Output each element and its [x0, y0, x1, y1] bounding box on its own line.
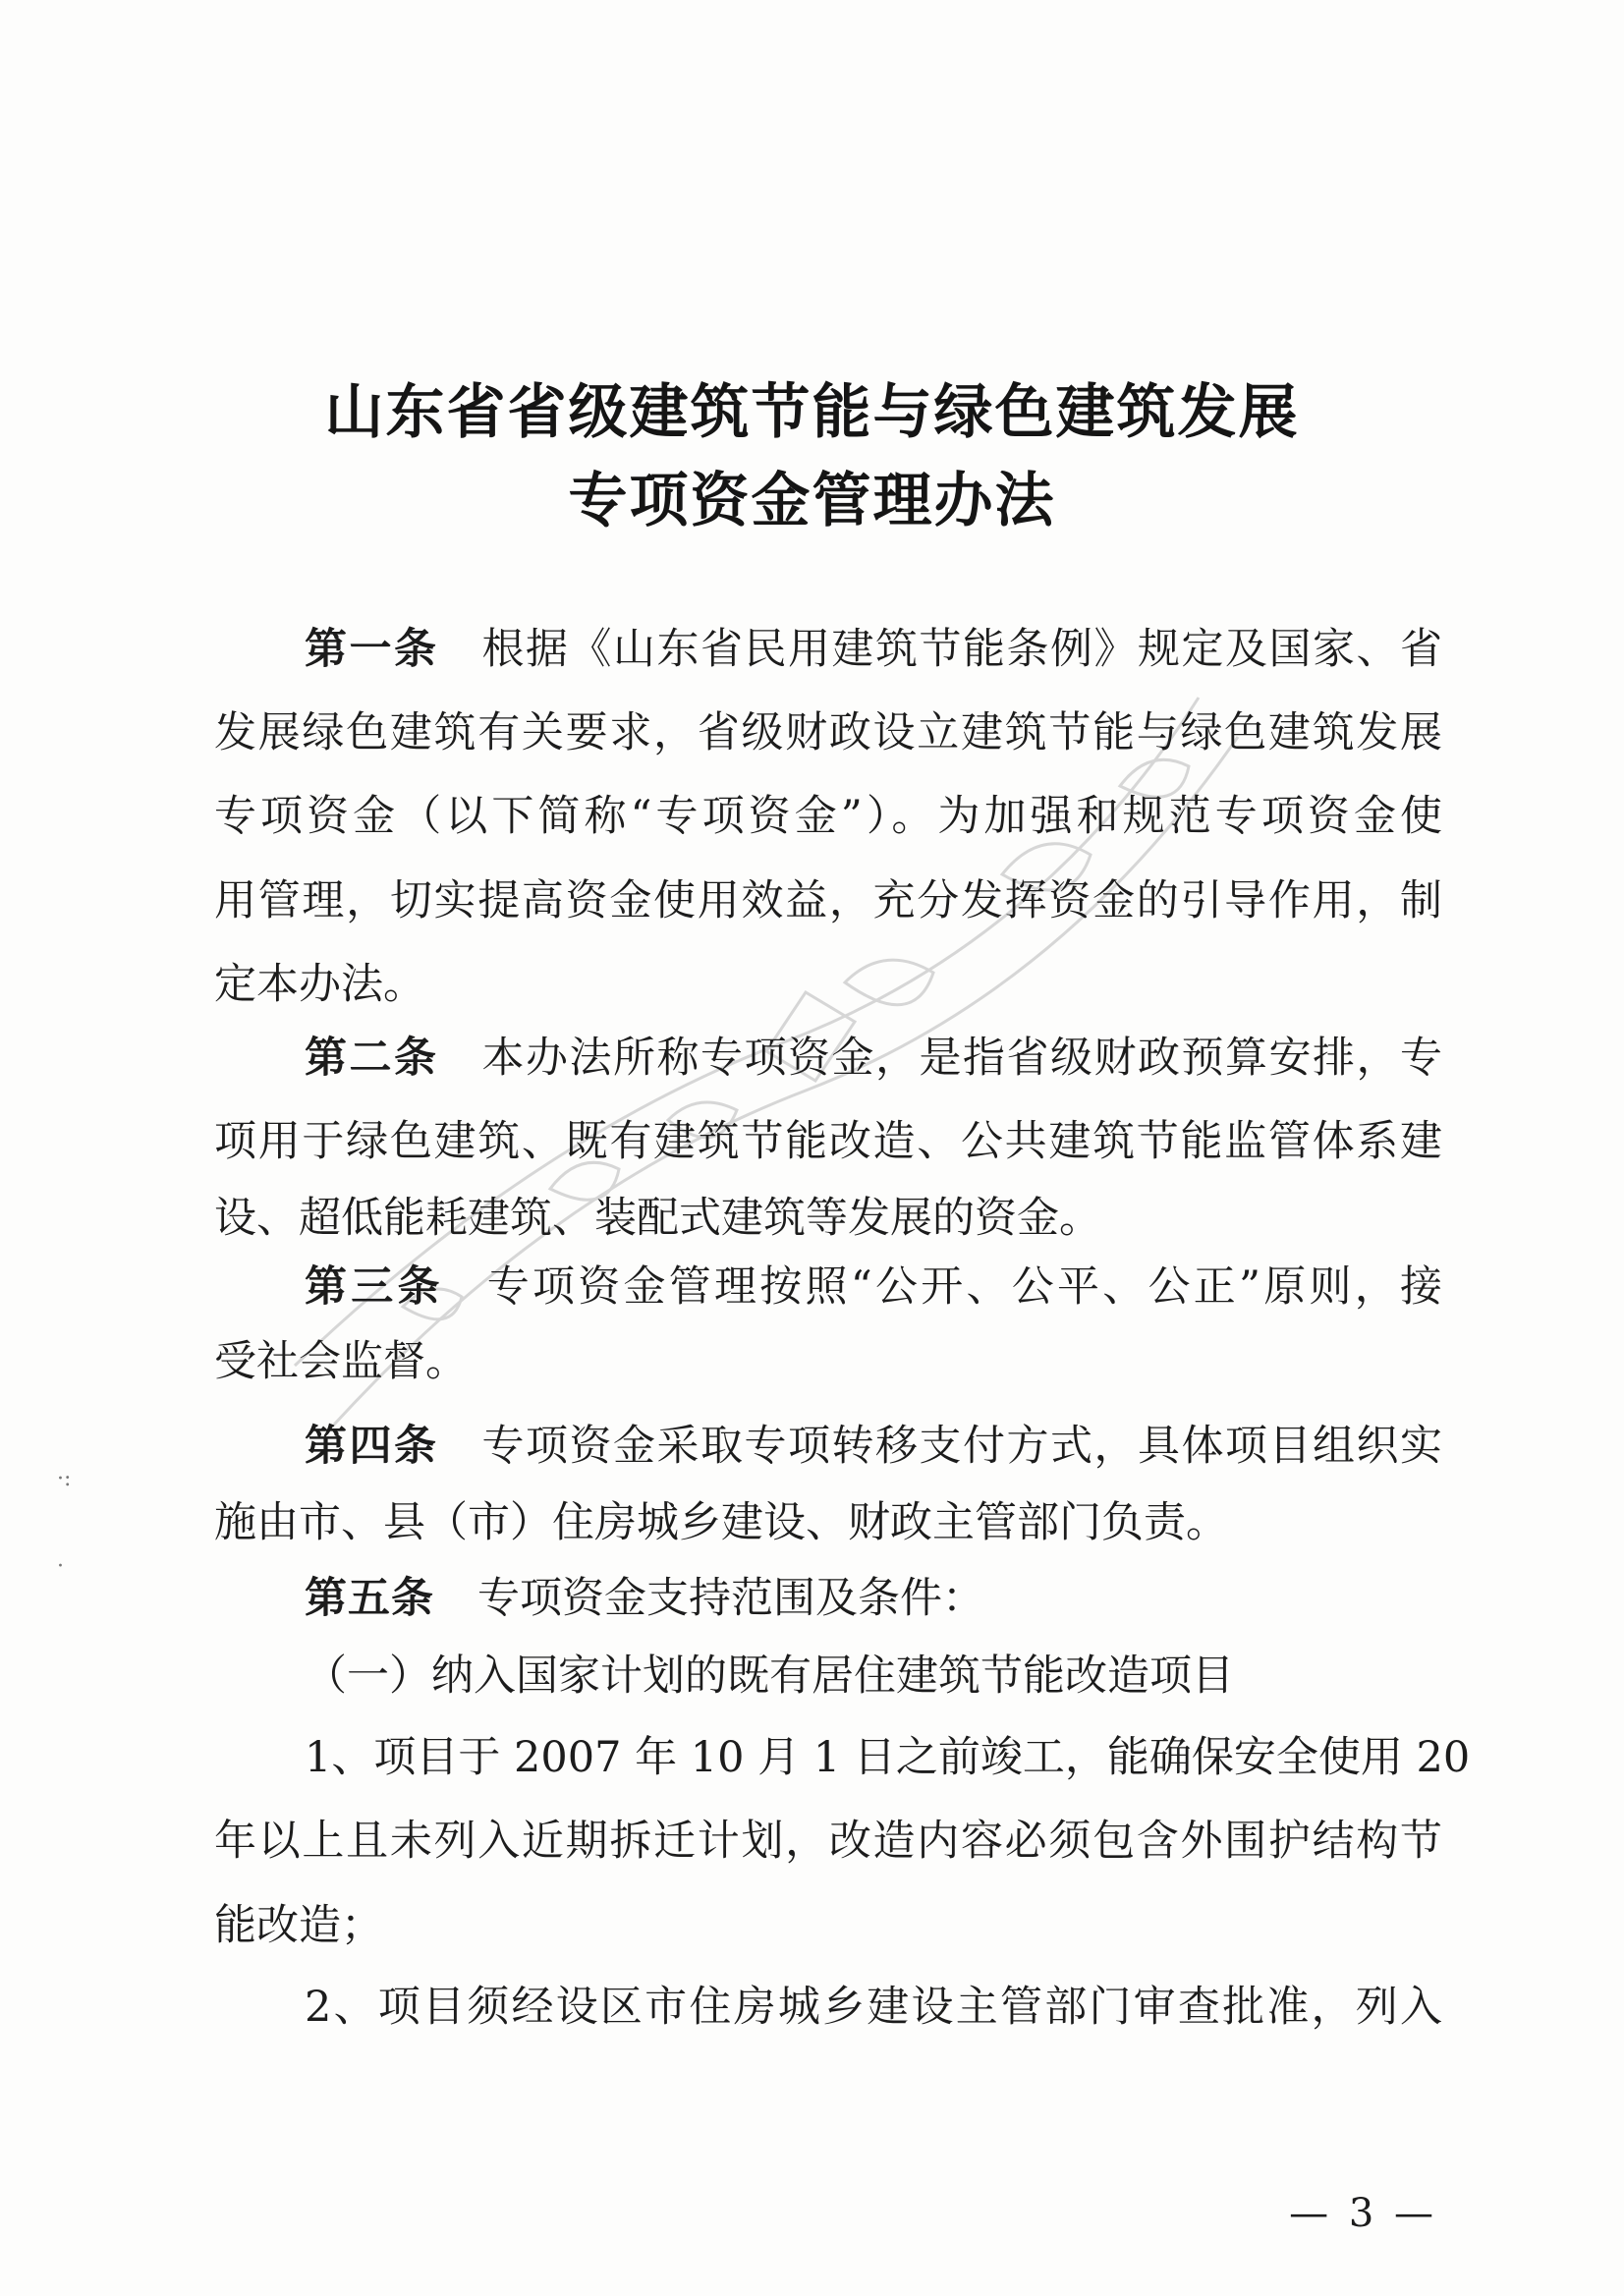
article-4-line: 施由市、县（市）住房城乡建设、财政主管部门负责。	[214, 1498, 1228, 1547]
article-1-line: 发展绿色建筑有关要求，省级财政设立建筑节能与绿色建筑发展	[214, 708, 1442, 757]
article-2-label: 第二条	[305, 1034, 439, 1083]
article-4-text: 专项资金采取专项转移支付方式，具体项目组织实	[481, 1422, 1442, 1471]
article-4-line	[305, 1417, 1442, 1476]
article-5-label: 第五条	[305, 1574, 434, 1623]
article-2-line	[305, 1029, 1442, 1088]
document-title-line-1: 山东省省级建筑节能与绿色建筑发展	[324, 378, 1300, 447]
page-number: — 3 —	[1289, 2191, 1437, 2236]
article-1-line: 专项资金（以下简称“专项资金”）。为加强和规范专项资金使	[214, 792, 1442, 841]
article-1-text: 根据《山东省民用建筑节能条例》规定及国家、省	[481, 625, 1442, 674]
article-3-line: 受社会监督。	[214, 1337, 468, 1386]
scan-speck-icon: ·:	[57, 1467, 72, 1491]
item-1-line: 能改造；	[214, 1901, 383, 1950]
item-1-line: 1、项目于 2007 年 10 月 1 日之前竣工，能确保安全使用 20	[305, 1733, 1471, 1782]
article-2-line: 设、超低能耗建筑、装配式建筑等发展的资金。	[214, 1194, 1101, 1243]
article-3-label: 第三条	[305, 1262, 444, 1312]
article-2-line: 项用于绿色建筑、既有建筑节能改造、公共建筑节能监管体系建	[214, 1117, 1442, 1166]
item-1-line: 年以上且未列入近期拆迁计划，改造内容必须包含外围护结构节	[214, 1817, 1442, 1866]
article-1-line: 用管理，切实提高资金使用效益，充分发挥资金的引导作用，制	[214, 876, 1442, 925]
article-5-line	[305, 1569, 1442, 1628]
article-5-text: 专项资金支持范围及条件：	[477, 1574, 984, 1623]
scan-speck-icon: ·	[57, 1554, 64, 1579]
article-3-line	[305, 1258, 1442, 1316]
article-4-label: 第四条	[305, 1422, 439, 1471]
article-3-text: 专项资金管理按照“公开、公平、公正”原则，接	[486, 1262, 1443, 1312]
document-title-line-2: 专项资金管理办法	[568, 467, 1056, 535]
article-1-line: 定本办法。	[214, 960, 425, 1009]
article-1-label: 第一条	[305, 625, 439, 674]
article-2-text: 本办法所称专项资金，是指省级财政预算安排，专	[481, 1034, 1442, 1083]
item-2-line: 2、项目须经设区市住房城乡建设主管部门审查批准，列入	[305, 1983, 1442, 2032]
subsection-1-heading: （一）纳入国家计划的既有居住建筑节能改造项目	[305, 1652, 1234, 1701]
article-1-line	[305, 620, 1442, 679]
